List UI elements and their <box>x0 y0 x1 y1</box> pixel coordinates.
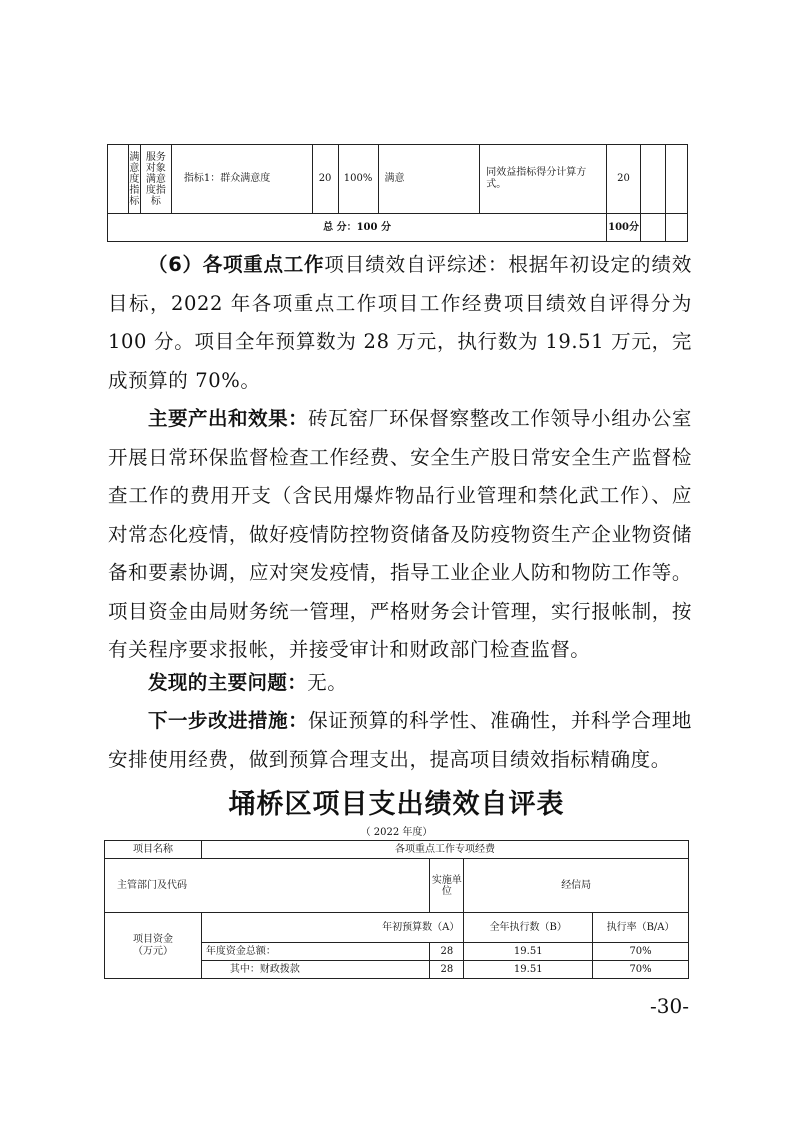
outputs-text: 砖瓦窑厂环保督察整改工作领导小组办公室开展日常环保监督检查工作经费、安全生产股日常安全生产监督检查工作的费用开支（含民用爆炸物品行业管理和禁化武工作）、应对常态化疫情，做好疫情防控物资储备及防疫物资生产企业物资储备和要素协调，应对突发疫情，指导工业企业人防和物防工作等。项目资金由局财务统一管理，严格财务会计管理，实行报帐制，按有关程序要求报帐，并接受审计和财政部门检查监督。 <box>108 407 692 661</box>
actual-cell: 满意 <box>378 145 480 214</box>
row-fiscal-rate: 70% <box>593 961 689 979</box>
problems-text: 无。 <box>307 671 348 694</box>
section-6-text: 项目绩效自评综述：根据年初设定的绩效目标，2022 年各项重点工作项目工作经费项目绩效自评得分为 100 分。项目全年预算数为 28 万元，执行数为 19.51 万元，完成预算的 70%。 <box>108 253 692 392</box>
next-steps-label: 下一步改进措施： <box>148 709 309 732</box>
row-total-rate: 70% <box>593 943 689 961</box>
section-6-heading: （6）各项重点工作 <box>148 253 325 276</box>
score-cell: 20 <box>607 145 641 214</box>
project-name-label: 项目名称 <box>105 841 202 859</box>
blank-cell <box>108 145 129 214</box>
row-fiscal-label: 其中：财政拨款 <box>201 961 430 979</box>
outputs-label: 主要产出和效果： <box>148 407 309 430</box>
form-title: 埇桥区项目支出绩效自评表 <box>228 789 565 820</box>
row-fiscal-exec: 19.51 <box>464 961 593 979</box>
next-steps-text: 保证预算的科学性、准确性，并科学合理地安排使用经费，做到预算合理支出，提高项目绩效指标精确度。 <box>108 709 692 771</box>
total-score-cell: 100分 <box>607 214 641 242</box>
total-label-cell: 总 分：100 分 <box>108 214 607 242</box>
page-number: -30- <box>650 994 689 1018</box>
form-year: （ 2022 年度） <box>360 827 433 838</box>
blank-cell <box>641 145 666 214</box>
top-performance-table <box>107 144 688 242</box>
dept-label: 主管部门及代码 <box>105 859 430 913</box>
row-total-exec: 19.51 <box>464 943 593 961</box>
col-budget-header: 年初预算数（A） <box>201 913 463 943</box>
col-rate-header: 执行率（B/A） <box>593 913 689 943</box>
impl-unit-value: 经信局 <box>464 859 689 913</box>
blank-cell <box>665 214 687 242</box>
problems-paragraph <box>108 664 692 703</box>
row-total-budget: 28 <box>430 943 464 961</box>
target-cell: 100% <box>338 145 378 214</box>
self-evaluation-form <box>104 840 689 979</box>
indicator-cell: 指标1：群众满意度 <box>171 145 312 214</box>
fund-label: 项目资金（万元） <box>105 913 202 979</box>
impl-unit-label: 实施单位 <box>430 859 464 913</box>
col-exec-header: 全年执行数（B） <box>464 913 593 943</box>
blank-cell <box>665 145 687 214</box>
category-cell: 满意度指标 <box>128 145 140 214</box>
method-cell: 同效益指标得分计算方式。 <box>480 145 607 214</box>
next-steps-paragraph <box>108 702 692 779</box>
blank-cell <box>641 214 666 242</box>
section-6-paragraph <box>108 246 692 400</box>
problems-label: 发现的主要问题： <box>148 671 308 694</box>
project-name-value: 各项重点工作专项经费 <box>201 841 688 859</box>
row-fiscal-budget: 28 <box>430 961 464 979</box>
subcategory-cell: 服务对象满意度指标 <box>140 145 171 214</box>
outputs-paragraph <box>108 400 692 670</box>
row-total-label: 年度资金总额： <box>201 943 430 961</box>
weight-cell: 20 <box>312 145 338 214</box>
